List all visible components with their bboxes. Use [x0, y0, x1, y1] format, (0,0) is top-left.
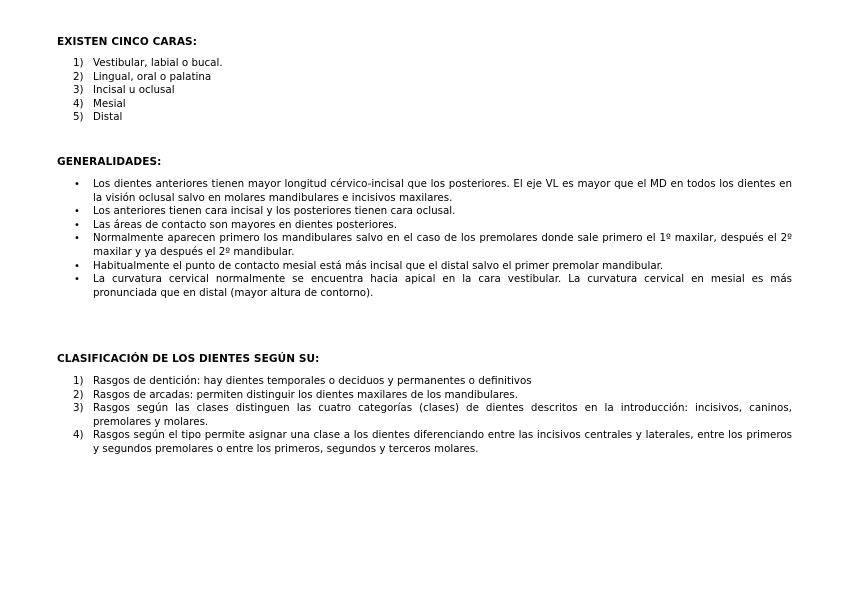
- list-item-text: Lingual, oral o palatina: [93, 70, 212, 83]
- list-marker: 2): [73, 70, 84, 83]
- section-title-clasificacion: CLASIFICACIÓN DE LOS DIENTES SEGÚN SU:: [57, 353, 320, 365]
- list-item: [57, 389, 792, 403]
- list-item-text: Las áreas de contacto son mayores en dientes posteriores.: [93, 218, 398, 231]
- clasificacion-list: [57, 375, 792, 457]
- list-item-text: Normalmente aparecen primero los mandibulares salvo en el caso de los premolares donde sale primero el 1º maxilar, después el 2º maxilar y ya después el 2º mandibular.: [93, 232, 792, 258]
- list-item-text: Los dientes anteriores tienen mayor longitud cérvico-incisal que los posteriores. El eje VL es mayor que el MD en todos los dientes en la visión oclusal salvo en molares mandibulares e incisivos maxilares.: [93, 178, 792, 204]
- list-item: [57, 84, 792, 98]
- list-item: [57, 178, 792, 205]
- caras-list: [57, 57, 792, 125]
- list-item-text: Mesial: [93, 97, 126, 110]
- bullet-icon: •: [74, 219, 80, 231]
- list-item-text: Rasgos según las clases distinguen las cuatro categorías (clases) de dientes descritos en la introducción: incisivos, caninos, premolares y molares.: [93, 402, 792, 428]
- list-item: [57, 260, 792, 274]
- list-marker: 1): [73, 57, 84, 69]
- list-item-text: Los anteriores tienen cara incisal y los posteriores tienen cara oclusal.: [93, 205, 456, 218]
- list-item: [57, 429, 792, 456]
- list-marker: 5): [73, 111, 84, 124]
- list-item-text: Habitualmente el punto de contacto mesial está más incisal que el distal salvo el primer premolar mandibular.: [93, 259, 664, 272]
- bullet-icon: •: [74, 206, 80, 218]
- list-item: [57, 98, 792, 112]
- bullet-icon: •: [74, 274, 80, 286]
- bullet-icon: •: [74, 233, 80, 245]
- list-item: [57, 205, 792, 219]
- list-item: [57, 71, 792, 85]
- generalidades-list: [57, 178, 792, 300]
- list-item-text: Rasgos de arcadas: permiten distinguir los dientes maxilares de los mandibulares.: [93, 388, 518, 401]
- list-marker: 1): [73, 375, 84, 387]
- list-item: [57, 111, 792, 125]
- list-marker: 3): [73, 402, 84, 415]
- bullet-icon: •: [74, 260, 80, 272]
- list-marker: 2): [73, 388, 84, 401]
- list-item-text: Distal: [93, 111, 123, 124]
- list-item: [57, 402, 792, 429]
- list-item: [57, 273, 792, 300]
- list-item: [57, 57, 792, 71]
- bullet-icon: •: [74, 179, 80, 190]
- list-item-text: La curvatura cervical normalmente se encuentra hacia apical en la cara vestibular. La curvatura cervical en mesial es más pronunciada que en distal (mayor altura de contorno).: [93, 273, 792, 299]
- list-item: [57, 375, 792, 389]
- list-item: [57, 232, 792, 259]
- list-marker: 4): [73, 97, 84, 110]
- list-item-text: Vestibular, labial o bucal.: [93, 57, 223, 69]
- section-title-caras: EXISTEN CINCO CARAS:: [57, 36, 198, 48]
- list-item-text: Rasgos de dentición: hay dientes temporales o deciduos y permanentes o definitivos: [93, 375, 532, 387]
- list-marker: 4): [73, 429, 84, 442]
- list-item-text: Incisal u oclusal: [93, 84, 175, 97]
- list-marker: 3): [73, 84, 84, 97]
- list-item: [57, 219, 792, 233]
- section-title-generalidades: GENERALIDADES:: [57, 156, 162, 168]
- list-item-text: Rasgos según el tipo permite asignar una clase a los dientes diferenciando entre las incisivos centrales y laterales, entre los primeros y segundos premolares o entre los primeros, segundos y terceros molares.: [93, 429, 792, 455]
